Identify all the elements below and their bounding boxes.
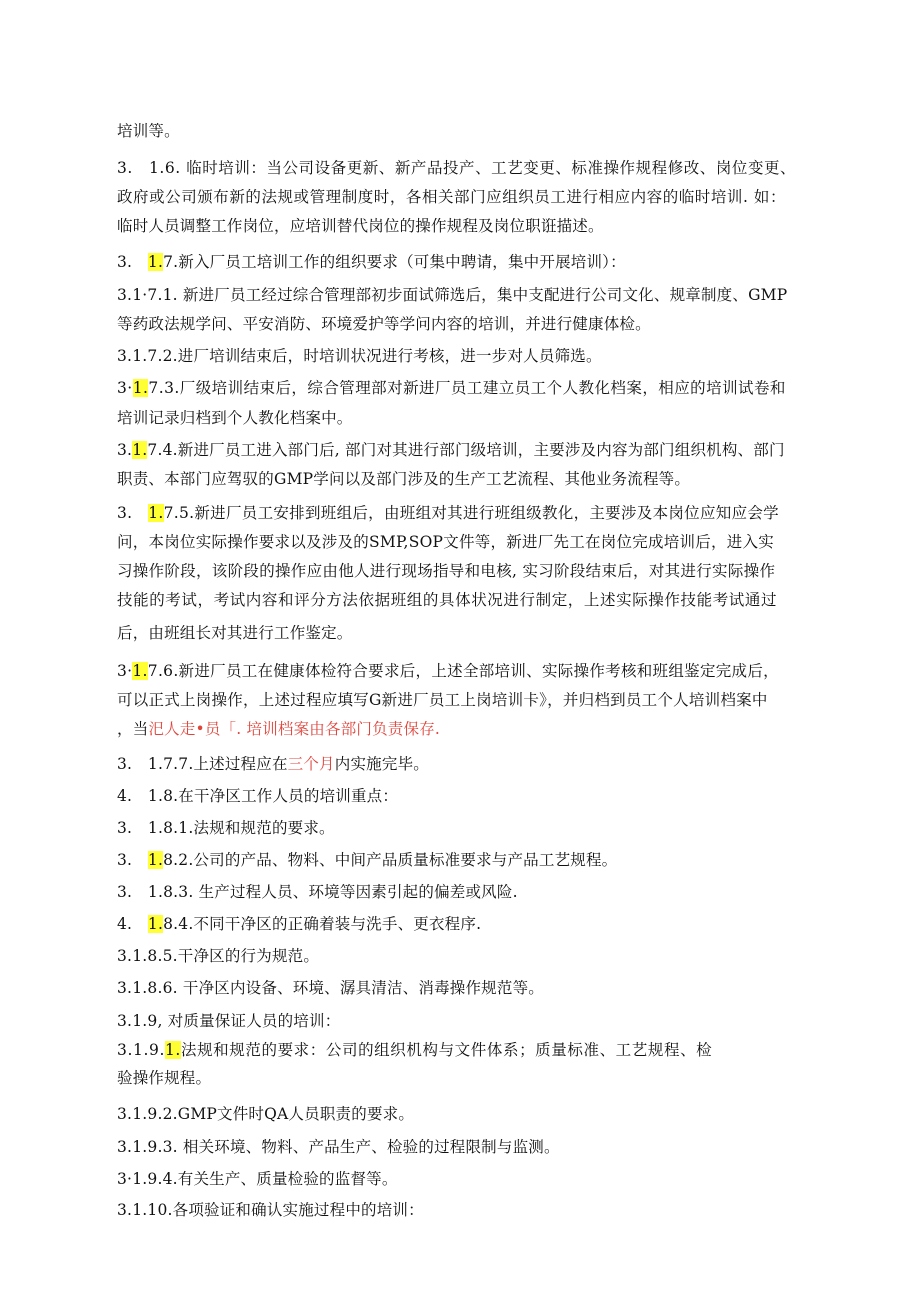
- text-line: [117, 719, 440, 739]
- text-segment: 验操作规程。: [117, 1069, 212, 1087]
- text-segment: 3.1.8.6. 干净区内设备、环境、潺具清洁、消毒操作规范等。: [117, 979, 544, 997]
- text-segment: 3.1.7.2.进厂培训结束后，时培训状况进行考核，进一步对人员筛选。: [117, 347, 602, 365]
- text-segment: 3.: [117, 441, 133, 459]
- text-line: [117, 158, 796, 178]
- text-segment: 3.1·7.1. 新进厂员工经过综合管理部初步面试筛选后，集中支配进行公司文化、规章制度、GMP: [117, 286, 788, 304]
- text-segment: 3.: [117, 504, 149, 522]
- highlighted-text: 1.: [164, 1041, 181, 1059]
- highlighted-text: 1.: [132, 662, 148, 680]
- red-text: 三个月: [287, 755, 335, 773]
- highlighted-text: 1.: [147, 851, 164, 869]
- text-segment: 后，由班组长对其进行工作鉴定。: [117, 624, 353, 642]
- text-segment: 7.5.新进厂员工安排到班组后，由班组对其进行班组级教化，主要涉及本岗位应知应会学: [163, 504, 779, 522]
- text-segment: 4.: [117, 915, 148, 933]
- text-segment: 内实施完毕。: [334, 755, 429, 773]
- text-segment: 培训记录归档到个人教化档案中。: [117, 409, 353, 427]
- text-segment: 可以正式上岗操作，上述过程应填写G新进厂员工上岗培训卡》，并归档到员工个人培训档案中: [117, 691, 768, 709]
- text-line: [117, 786, 398, 806]
- highlighted-text: 1.: [148, 504, 164, 522]
- text-line: [117, 121, 180, 141]
- text-segment: 7.新入厂员工培训工作的组织要求（可集中聘请，集中开展培训）：: [163, 253, 626, 271]
- text-segment: 3.1.9, 对质量保证人员的培训：: [117, 1012, 341, 1030]
- text-line: [117, 882, 518, 902]
- text-line: [117, 1068, 211, 1088]
- text-line: [117, 623, 353, 643]
- text-segment: 3.1.9.3. 相关环境、物料、产品生产、检验的过程限制与监测。: [117, 1138, 560, 1156]
- text-line: [117, 440, 785, 460]
- text-segment: 3.: [117, 851, 148, 869]
- text-segment: 7.6.新进厂员工在健康体检符合要求后，上述全部培训、实际操作考核和班组鉴定完成后，: [147, 662, 779, 680]
- text-line: [117, 408, 353, 428]
- highlighted-text: 1.: [132, 379, 149, 397]
- text-segment: 临时人员调整工作岗位，应培训替代岗位的操作规程及岗位职诳描述。: [117, 217, 604, 235]
- text-line: [117, 285, 787, 305]
- text-line: [117, 1011, 340, 1031]
- text-line: [117, 346, 602, 366]
- text-segment: 3.1.9.: [117, 1041, 165, 1059]
- text-line: [117, 469, 690, 489]
- text-segment: 3·: [117, 662, 133, 680]
- text-segment: 8.4.不同干净区的正确着装与洗手、更衣程序.: [163, 915, 482, 933]
- text-segment: 3. 1.7.7.上述过程应在: [117, 755, 288, 773]
- text-line: [117, 1040, 712, 1060]
- text-line: [117, 818, 335, 838]
- text-segment: 8.2.公司的产品、物料、中间产品质量标准要求与产品工艺规程。: [163, 851, 618, 869]
- text-line: [117, 1200, 424, 1220]
- text-segment: 培训等。: [117, 122, 180, 140]
- text-line: [117, 216, 604, 236]
- text-segment: ，当: [117, 720, 149, 738]
- text-segment: 职责、本部门应驾驭的GMP学问以及部门涉及的生产工艺流程、其他业务流程等。: [117, 470, 691, 488]
- text-line: [117, 378, 786, 398]
- text-segment: 3. 1.8.3. 生产过程人员、环境等因素引起的偏差或风险.: [117, 883, 518, 901]
- text-line: [117, 661, 779, 681]
- text-segment: 7.4.新进厂员工进入部门后, 部门对其进行部门级培训，主要涉及内容为部门组织机构、部门: [147, 441, 785, 459]
- text-segment: 3·: [117, 379, 133, 397]
- highlighted-text: 1.: [147, 253, 164, 271]
- text-segment: 4. 1.8.在干净区工作人员的培训重点：: [117, 787, 399, 805]
- text-line: [117, 1169, 398, 1189]
- text-line: [117, 252, 626, 272]
- text-segment: 习操作阶段，该阶段的操作应由他人进行现场指导和电核, 实习阶段结束后，对其进行实际操作: [117, 562, 776, 580]
- text-segment: 法规和规范的要求：公司的组织机构与文件体系；质量标准、工艺规程、检: [180, 1041, 713, 1059]
- text-segment: 3.1.8.5.干净区的行为规范。: [117, 947, 320, 965]
- text-line: [117, 532, 774, 552]
- text-line: [117, 561, 775, 581]
- text-segment: 3.1.10.各项验证和确认实施过程中的培训：: [117, 1201, 424, 1219]
- red-text: 汜人走•员「. 培训档案由各部门负责保存.: [148, 720, 441, 738]
- text-line: [117, 850, 617, 870]
- text-segment: 3·1.9.4.有关生产、质量检验的监督等。: [117, 1170, 398, 1188]
- highlighted-text: 1.: [132, 441, 148, 459]
- text-segment: 3.1.9.2.GMP文件时QA人员职责的要求。: [117, 1105, 415, 1123]
- text-line: [117, 690, 768, 710]
- text-segment: 政府或公司颁布新的法规或管理制度时，各相关部门应组织员工进行相应内容的临时培训. 如：: [117, 188, 787, 206]
- text-line: [117, 1104, 414, 1124]
- highlighted-text: 1.: [147, 915, 164, 933]
- text-line: [117, 314, 651, 334]
- text-line: [117, 914, 481, 934]
- text-line: [117, 187, 786, 207]
- text-segment: 问，本岗位实际操作要求以及涉及的SMP,SOP文件等，新进厂先工在岗位完成培训后，进入实: [117, 533, 774, 551]
- text-segment: 3. 1.8.1.法规和规范的要求。: [117, 819, 335, 837]
- text-line: [117, 978, 544, 998]
- text-segment: 技能的考试，考试内容和评分方法依据班组的具体状况进行制定，上述实际操作技能考试通过: [117, 591, 778, 609]
- text-segment: 7.3.厂级培训结束后，综合管理部对新进厂员工建立员工个人教化档案，相应的培训试卷和: [148, 379, 786, 397]
- text-line: [117, 1137, 560, 1157]
- text-line: [117, 590, 777, 610]
- text-line: [117, 946, 319, 966]
- text-line: [117, 754, 429, 774]
- text-segment: 3. 1.6. 临时培训：当公司设备更新、新产品投产、工艺变更、标准操作规程修改、岗位变更、: [117, 159, 797, 177]
- text-segment: 3.: [117, 253, 148, 271]
- text-segment: 等药政法规学问、平安消防、环境爱护等学问内容的培训，并进行健康体检。: [117, 315, 651, 333]
- text-line: [117, 503, 779, 523]
